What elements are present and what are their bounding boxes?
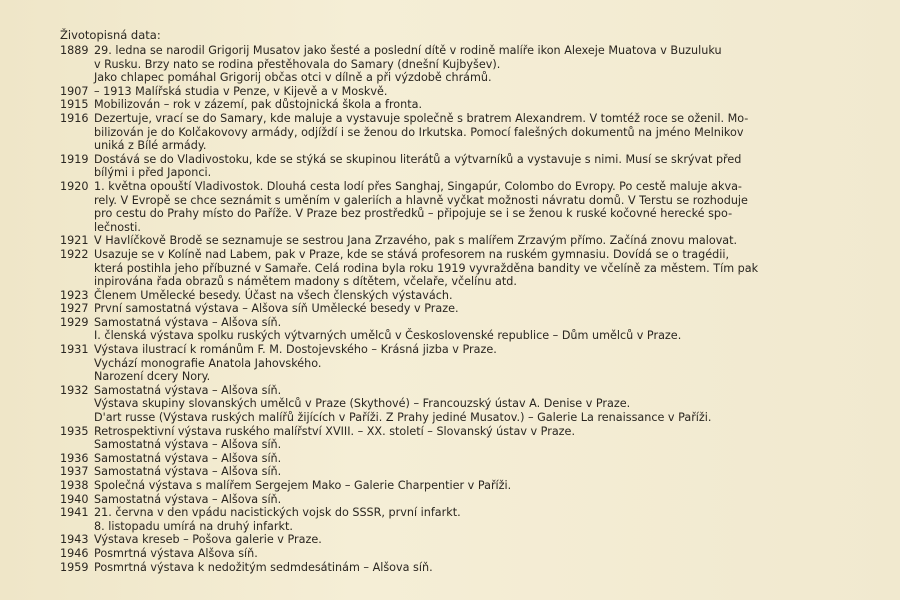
entry-text [94, 425, 870, 452]
entry-line: rely. V Evropě se chce seznámit s uměním v galeriích a hlavně vyčkat možnosti návratu domů. V Terstu se rozhoduje [94, 193, 748, 207]
entry-year: 1927 [60, 302, 89, 316]
entry-text [94, 316, 870, 343]
entry-text [94, 506, 870, 533]
entry-year: 1923 [60, 288, 89, 302]
entry-text [94, 452, 870, 466]
entry-year: 1919 [60, 152, 89, 166]
entry-line: Posmrtná výstava Alšova síň. [94, 546, 258, 560]
entry-line: 21. června v den vpádu nacistických vojsk do SSSR, první infarkt. [94, 506, 461, 520]
entry-year: 1943 [60, 533, 89, 547]
biography-entry [60, 343, 870, 384]
biography-entry [60, 98, 870, 112]
entry-year: 1907 [60, 84, 89, 98]
entry-line: Dezertuje, vrací se do Samary, kde maluje a vystavuje společně s bratrem Alexandrem. V tomtéž roce se oženil. Mo- [94, 111, 749, 125]
entry-line: Členem Umělecké besedy. Účast na všech členských výstavách. [94, 288, 453, 302]
entry-line: – 1913 Malířská studia v Penze, v Kijevě a v Moskvě. [94, 84, 388, 98]
entry-year: 1931 [60, 343, 89, 357]
entry-text [94, 248, 870, 289]
section-heading: Životopisná data: [60, 28, 161, 42]
entry-text [94, 479, 870, 493]
biography-entry [60, 112, 870, 153]
entry-line: Dostává se do Vladivostoku, kde se stýká se skupinou literátů a výtvarníků a vystavuje s nimi. Musí se skrývat před [94, 152, 742, 166]
entry-line: 8. listopadu umírá na druhý infarkt. [94, 519, 293, 533]
entry-year: 1932 [60, 383, 89, 397]
entry-line: Samostatná výstava – Alšova síň. [94, 383, 282, 397]
entry-line: Narození dcery Nory. [94, 370, 211, 384]
entry-line: Posmrtná výstava k nedožitým sedmdesátinám – Alšova síň. [94, 560, 433, 574]
entry-line: bilizován je do Kolčakovovy armády, odjíždí i se ženou do Irkutska. Pomocí falešných dokumentů na jméno Melnikov [94, 125, 744, 139]
biography-entry [60, 44, 870, 85]
entry-line: Výstava kreseb – Pošova galerie v Praze. [94, 533, 322, 547]
entry-text [94, 180, 870, 234]
entry-line: Vychází monografie Anatola Jahovského. [94, 356, 322, 370]
entry-text [94, 493, 870, 507]
entry-text [94, 112, 870, 153]
entry-text [94, 465, 870, 479]
entry-text [94, 343, 870, 384]
biography-entry [60, 302, 870, 316]
biography-entry [60, 384, 870, 425]
entry-year: 1929 [60, 315, 89, 329]
entry-line: Samostatná výstava – Alšova síň. [94, 438, 282, 452]
entry-text [94, 302, 870, 316]
entry-text [94, 533, 870, 547]
entry-text [94, 561, 870, 575]
entry-line: v Rusku. Brzy nato se rodina přestěhovala do Samary (dnešní Kujbyšev). [94, 57, 501, 71]
entry-line: uniká z Bílé armády. [94, 139, 207, 153]
biography-entry [60, 479, 870, 493]
entry-line: Usazuje se v Kolíně nad Labem, pak v Praze, kde se stává profesorem na ruském gymnasiu. Dovídá se o tragédii, [94, 247, 730, 261]
biography-entry [60, 248, 870, 289]
entry-line: 1. května opouští Vladivostok. Dlouhá cesta lodí přes Sanghaj, Singapúr, Colombo do Evropy. Po cestě maluje akva- [94, 179, 742, 193]
biography-entry [60, 316, 870, 343]
entry-year: 1921 [60, 234, 89, 248]
entry-year: 1959 [60, 560, 89, 574]
entry-line: Společná výstava s malířem Sergejem Mako – Galerie Charpentier v Paříži. [94, 479, 512, 492]
entry-line: Jako chlapec pomáhal Grigorij občas otci v dílně a při výzdobě chrámů. [94, 71, 492, 85]
entry-line: Výstava ilustrací k románům F. M. Dostojevského – Krásná jizba v Praze. [94, 343, 497, 357]
entry-year: 1941 [60, 506, 89, 520]
entry-year: 1889 [60, 44, 89, 57]
entry-year: 1938 [60, 479, 89, 492]
entry-line: která postihla jeho příbuzné v Samaře. Celá rodina byla roku 1919 vyvražděna bandity ve včelíně za městem. Tím pak [94, 261, 759, 275]
entry-year: 1946 [60, 546, 89, 560]
biography-entry [60, 425, 870, 452]
entry-text [94, 44, 870, 85]
biography-entry [60, 180, 870, 234]
entry-line: Výstava skupiny slovanských umělců v Praze (Skythové) – Francouzský ústav A. Denise v Praze. [94, 397, 631, 411]
entry-year: 1915 [60, 98, 89, 112]
entry-line: V Havlíčkově Brodě se seznamuje se sestrou Jana Zrzavého, pak s malířem Zrzavým přímo. Začíná znovu malovat. [94, 234, 738, 248]
entry-text [94, 384, 870, 425]
entry-text [94, 234, 870, 248]
entry-year: 1940 [60, 492, 89, 506]
entry-line: I. členská výstava spolku ruských výtvarných umělců v Československé republice – Dům umělců v Praze. [94, 329, 682, 343]
biography-entry [60, 85, 870, 99]
biography-entry [60, 465, 870, 479]
biography-entry [60, 547, 870, 561]
entry-text [94, 98, 870, 112]
biography-entry [60, 234, 870, 248]
biography-entry [60, 153, 870, 180]
entry-text [94, 153, 870, 180]
entry-line: Samostatná výstava – Alšova síň. [94, 315, 282, 329]
biography-entry [60, 452, 870, 466]
entry-line: 29. ledna se narodil Grigorij Musatov jako šesté a poslední dítě v rodině malíře ikon Alexeje Muatova v Buzuluku [94, 44, 722, 57]
entry-line: D'art russe (Výstava ruských malířů žijících v Paříži. Z Prahy jediné Musatov.) – Galerie La renaissance v Paříži. [94, 411, 712, 425]
entry-line: Mobilizován – rok v zázemí, pak důstojnická škola a fronta. [94, 98, 423, 112]
entry-line: Retrospektivní výstava ruského malířství XVIII. – XX. století – Slovanský ústav v Praze. [94, 424, 575, 438]
entry-year: 1916 [60, 111, 89, 125]
entry-line: inpirována řada obrazů s námětem madony s dítětem, včelaře, včelínu atd. [94, 275, 517, 289]
entry-line: lečnosti. [94, 220, 141, 234]
biography-entries [60, 44, 870, 574]
biography-entry [60, 506, 870, 533]
entry-year: 1920 [60, 179, 89, 193]
entry-text [94, 547, 870, 561]
entry-year: 1935 [60, 424, 89, 438]
biography-entry [60, 561, 870, 575]
entry-text [94, 85, 870, 99]
entry-line: Samostatná výstava – Alšova síň. [94, 465, 282, 479]
entry-line: bílými i před Japonci. [94, 166, 212, 180]
entry-year: 1937 [60, 465, 89, 479]
entry-line: pro cestu do Prahy místo do Paříže. V Praze bez prostředků – připojuje se i se ženou k ruské kočovné herecké spo- [94, 207, 733, 221]
biography-entry [60, 493, 870, 507]
entry-line: Samostatná výstava – Alšova síň. [94, 451, 282, 465]
biography-entry [60, 533, 870, 547]
entry-year: 1922 [60, 247, 89, 261]
entry-line: První samostatná výstava – Alšova síň Umělecké besedy v Praze. [94, 302, 459, 316]
biography-entry [60, 289, 870, 303]
entry-text [94, 289, 870, 303]
entry-year: 1936 [60, 451, 89, 465]
entry-line: Samostatná výstava – Alšova síň. [94, 492, 282, 506]
